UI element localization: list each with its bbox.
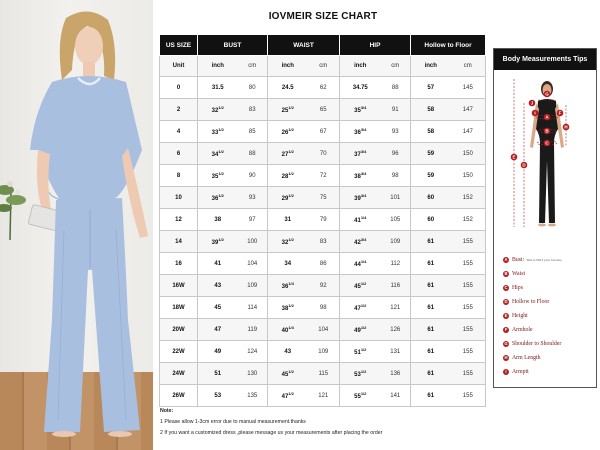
bust-cm-cell: 85 — [238, 121, 268, 143]
hip-inch-cell-fraction: 3/4 — [360, 193, 367, 198]
tip-item — [503, 267, 562, 281]
tip-item — [503, 253, 562, 267]
hip-inch-cell — [340, 231, 381, 253]
bust-cm-cell: 109 — [238, 275, 268, 297]
waist-cm-cell: 92 — [308, 275, 340, 297]
hip-inch-cell — [340, 77, 381, 99]
waist-inch-cell-whole: 25 — [281, 108, 289, 114]
table-row — [160, 385, 486, 407]
hollow-inch-cell: 61 — [411, 253, 451, 275]
hollow-inch-cell: 60 — [411, 187, 451, 209]
hip-cm-cell: 121 — [381, 297, 411, 319]
waist-cm-cell: 115 — [308, 363, 340, 385]
bust-cm-cell: 93 — [238, 187, 268, 209]
hip-inch-cell-whole: 38 — [354, 174, 361, 180]
waist-inch-cell — [268, 341, 308, 363]
waist-inch-cell — [268, 143, 308, 165]
tip-letter-badge: H — [504, 355, 508, 360]
waist-cm-cell: 70 — [308, 143, 340, 165]
waist-inch-cell-fraction: 1/2 — [288, 105, 294, 110]
table-header-row — [160, 35, 486, 56]
tip-letter-badge: E — [504, 313, 508, 318]
hip-inch-cell-fraction: 1/2 — [360, 303, 367, 308]
hip-inch-cell — [340, 121, 381, 143]
bust-inch-cell-fraction: 1/2 — [218, 149, 224, 154]
hollow-inch-cell: 61 — [411, 363, 451, 385]
bust-cm-cell: 104 — [238, 253, 268, 275]
unit-cm: cm — [308, 56, 340, 77]
hip-cm-cell: 93 — [381, 121, 411, 143]
tip-letter-badge: I — [503, 369, 509, 375]
bust-inch-cell-fraction: 1/2 — [218, 127, 224, 132]
figure-letter: G — [545, 91, 549, 97]
waist-inch-cell — [268, 165, 308, 187]
hip-cm-cell: 96 — [381, 143, 411, 165]
table-row — [160, 253, 486, 275]
bust-inch-cell-whole: 45 — [214, 304, 222, 311]
hip-inch-cell-whole: 45 — [354, 284, 361, 290]
waist-cm-cell: 79 — [308, 209, 340, 231]
waist-inch-cell-fraction: 1/2 — [288, 193, 294, 198]
hip-inch-cell — [340, 187, 381, 209]
hollow-cm-cell: 145 — [451, 77, 486, 99]
tip-item — [503, 365, 562, 379]
hollow-cm-cell: 155 — [451, 319, 486, 341]
hollow-cm-cell: 150 — [451, 165, 486, 187]
tip-label: Armpit — [512, 369, 529, 375]
hip-cm-cell: 88 — [381, 77, 411, 99]
table-row — [160, 341, 486, 363]
hip-inch-cell — [340, 99, 381, 121]
unit-cm: cm — [238, 56, 268, 77]
waist-inch-cell — [268, 77, 308, 99]
bust-cm-cell: 135 — [238, 385, 268, 407]
size-cell: 6 — [160, 143, 198, 165]
waist-inch-cell — [268, 231, 308, 253]
model-figure — [0, 0, 153, 450]
waist-cm-cell: 121 — [308, 385, 340, 407]
bust-cm-cell: 100 — [238, 231, 268, 253]
size-cell: 16W — [160, 275, 198, 297]
waist-inch-cell-whole: 34 — [284, 260, 292, 267]
bust-cm-cell: 90 — [238, 165, 268, 187]
waist-cm-cell: 62 — [308, 77, 340, 99]
waist-inch-cell-whole: 47 — [281, 394, 289, 400]
waist-cm-cell: 67 — [308, 121, 340, 143]
hip-inch-cell — [340, 319, 381, 341]
table-row — [160, 363, 486, 385]
waist-inch-cell — [268, 209, 308, 231]
table-row — [160, 275, 486, 297]
tip-label: Hollow to Floor — [512, 299, 550, 305]
waist-inch-cell — [268, 297, 308, 319]
hip-inch-cell — [340, 341, 381, 363]
bust-inch-cell-whole: 51 — [214, 370, 222, 377]
unit-cm: cm — [451, 56, 486, 77]
waist-inch-cell — [268, 253, 308, 275]
bust-inch-cell-fraction: 1/2 — [218, 193, 224, 198]
hollow-inch-cell: 57 — [411, 77, 451, 99]
bust-inch-cell-fraction: 1/2 — [218, 105, 224, 110]
bust-inch-cell-whole: 35 — [211, 174, 219, 180]
bust-inch-cell — [198, 253, 238, 275]
hip-inch-cell — [340, 165, 381, 187]
note-heading: Note: — [160, 408, 174, 414]
hip-inch-cell-whole: 35 — [354, 108, 361, 114]
hollow-cm-cell: 155 — [451, 385, 486, 407]
hip-inch-cell-whole: 53 — [354, 372, 361, 378]
bust-inch-cell-whole: 43 — [214, 282, 222, 289]
tip-letter-badge: D — [504, 299, 508, 304]
hip-inch-cell-whole: 39 — [354, 196, 361, 202]
waist-cm-cell: 75 — [308, 187, 340, 209]
waist-inch-cell-fraction: 1/2 — [288, 369, 294, 374]
tip-label: Armhole — [512, 327, 533, 333]
size-cell: 10 — [160, 187, 198, 209]
bust-inch-cell — [198, 341, 238, 363]
bust-inch-cell-whole: 36 — [211, 196, 219, 202]
tip-label: Arm Length — [512, 355, 541, 361]
hip-cm-cell: 131 — [381, 341, 411, 363]
body-measurements-tips — [493, 48, 597, 388]
waist-inch-cell-whole: 32 — [281, 240, 289, 246]
column-header-us-size: US SIZE — [160, 35, 198, 56]
size-cell: 4 — [160, 121, 198, 143]
hip-inch-cell-fraction: 1/4 — [360, 215, 367, 220]
bust-inch-cell-whole: 49 — [214, 348, 222, 355]
bust-inch-cell-whole: 32 — [211, 108, 219, 114]
waist-cm-cell: 72 — [308, 165, 340, 187]
hip-cm-cell: 105 — [381, 209, 411, 231]
table-row — [160, 99, 486, 121]
bust-inch-cell — [198, 297, 238, 319]
tip-letter-badge: B — [504, 271, 508, 276]
tips-header: Body Measurements Tips — [494, 49, 596, 70]
hip-inch-cell-fraction: 3/4 — [360, 127, 367, 132]
hip-inch-cell-whole: 34.75 — [352, 84, 368, 91]
waist-inch-cell-fraction: 1/2 — [288, 149, 294, 154]
figure-letter: I — [534, 110, 536, 116]
note-line-1: 1 Please allow 1-3cm error due to manual measurement.thanks — [160, 419, 306, 425]
bust-inch-cell-whole: 34 — [211, 152, 219, 158]
bust-inch-cell — [198, 77, 238, 99]
table-row — [160, 297, 486, 319]
column-header-hip: HIP — [340, 35, 411, 56]
hollow-cm-cell: 147 — [451, 121, 486, 143]
waist-inch-cell — [268, 187, 308, 209]
hip-inch-cell — [340, 275, 381, 297]
waist-inch-cell — [268, 363, 308, 385]
tip-label: Hips — [512, 285, 523, 291]
unit-inch: inch — [268, 56, 308, 77]
table-row — [160, 165, 486, 187]
hollow-cm-cell: 147 — [451, 99, 486, 121]
tip-item — [503, 281, 562, 295]
hollow-inch-cell: 60 — [411, 209, 451, 231]
hip-inch-cell — [340, 209, 381, 231]
figure-letter: D — [522, 162, 526, 168]
waist-inch-cell-whole: 31 — [284, 216, 292, 223]
hollow-cm-cell: 152 — [451, 187, 486, 209]
bust-cm-cell: 97 — [238, 209, 268, 231]
hollow-inch-cell: 61 — [411, 319, 451, 341]
tip-note: This is NOT your bra size — [526, 258, 562, 262]
hip-cm-cell: 91 — [381, 99, 411, 121]
hollow-inch-cell: 61 — [411, 341, 451, 363]
waist-inch-cell-whole: 40 — [281, 328, 289, 334]
hollow-cm-cell: 150 — [451, 143, 486, 165]
hollow-cm-cell: 155 — [451, 341, 486, 363]
figure-letter: J — [530, 100, 534, 106]
hip-inch-cell-whole: 49 — [354, 328, 361, 334]
waist-cm-cell: 83 — [308, 231, 340, 253]
waist-inch-cell-fraction: 1/2 — [288, 127, 294, 132]
hip-inch-cell-fraction: 1/4 — [360, 259, 367, 264]
hip-cm-cell: 98 — [381, 165, 411, 187]
hip-inch-cell-whole: 42 — [354, 240, 361, 246]
waist-inch-cell-whole: 36 — [281, 284, 289, 290]
hip-inch-cell — [340, 385, 381, 407]
bust-inch-cell — [198, 165, 238, 187]
bust-cm-cell: 80 — [238, 77, 268, 99]
bust-inch-cell — [198, 99, 238, 121]
size-cell: 8 — [160, 165, 198, 187]
hip-cm-cell: 116 — [381, 275, 411, 297]
size-cell: 0 — [160, 77, 198, 99]
column-header-hollow-to-floor: Hollow to Floor — [411, 35, 486, 56]
size-chart-table — [159, 34, 486, 407]
tip-letter-badge: G — [504, 341, 508, 346]
table-row — [160, 319, 486, 341]
waist-inch-cell-whole: 26 — [281, 130, 289, 136]
hip-cm-cell: 141 — [381, 385, 411, 407]
hip-inch-cell-fraction: 1/2 — [360, 347, 367, 352]
size-cell: 24W — [160, 363, 198, 385]
bust-inch-cell — [198, 363, 238, 385]
bust-cm-cell: 88 — [238, 143, 268, 165]
waist-inch-cell-fraction: 1/2 — [288, 237, 294, 242]
bust-inch-cell — [198, 121, 238, 143]
bust-inch-cell-fraction: 1/2 — [218, 237, 224, 242]
tip-label: Height — [512, 313, 528, 319]
bust-inch-cell — [198, 143, 238, 165]
figure-letter: F — [558, 110, 562, 116]
size-cell: 16 — [160, 253, 198, 275]
hip-inch-cell-fraction: 1/2 — [360, 325, 367, 330]
waist-inch-cell-fraction: 1/2 — [288, 171, 294, 176]
bust-inch-cell-whole: 31.5 — [211, 84, 224, 91]
tip-item — [503, 295, 562, 309]
bust-inch-cell — [198, 209, 238, 231]
waist-cm-cell: 65 — [308, 99, 340, 121]
table-row — [160, 231, 486, 253]
waist-inch-cell-fraction: 1/4 — [288, 281, 294, 286]
hip-inch-cell-whole: 44 — [354, 262, 361, 268]
waist-inch-cell — [268, 99, 308, 121]
hollow-cm-cell: 155 — [451, 297, 486, 319]
waist-cm-cell: 109 — [308, 341, 340, 363]
hip-cm-cell: 112 — [381, 253, 411, 275]
bust-inch-cell — [198, 319, 238, 341]
tip-item — [503, 309, 562, 323]
bust-inch-cell-whole: 33 — [211, 130, 219, 136]
hollow-cm-cell: 152 — [451, 209, 486, 231]
waist-inch-cell-fraction: 1/2 — [288, 391, 294, 396]
hollow-cm-cell: 155 — [451, 275, 486, 297]
tip-item — [503, 337, 562, 351]
hollow-inch-cell: 61 — [411, 275, 451, 297]
product-photo — [0, 0, 153, 450]
figure-letter: B — [545, 128, 549, 134]
bust-inch-cell-whole: 39 — [211, 240, 219, 246]
hip-inch-cell — [340, 363, 381, 385]
table-row — [160, 143, 486, 165]
hip-inch-cell-fraction: 1/2 — [360, 369, 367, 374]
waist-inch-cell-fraction: 1/4 — [288, 325, 294, 330]
tip-letter-badge: F — [504, 327, 508, 332]
hip-inch-cell-whole: 36 — [354, 130, 361, 136]
hollow-inch-cell: 58 — [411, 121, 451, 143]
note-line-2: 2 If you want a customized dress ,please message us your measurements after placing the order — [160, 430, 383, 436]
hollow-cm-cell: 155 — [451, 253, 486, 275]
bust-inch-cell — [198, 275, 238, 297]
unit-row — [160, 56, 486, 77]
hip-inch-cell-whole: 51 — [354, 350, 361, 356]
tip-letter-badge: C — [504, 285, 508, 290]
waist-inch-cell — [268, 121, 308, 143]
table-row — [160, 187, 486, 209]
bust-inch-cell — [198, 231, 238, 253]
bust-inch-cell — [198, 187, 238, 209]
waist-inch-cell-whole: 24.5 — [281, 84, 294, 91]
bust-inch-cell-whole: 41 — [214, 260, 222, 267]
figure-letter: E — [512, 154, 516, 160]
hollow-cm-cell: 155 — [451, 231, 486, 253]
hip-inch-cell-fraction: 1/2 — [360, 281, 367, 286]
tip-letter-badge: A — [504, 257, 508, 262]
tip-label: Waist — [512, 271, 526, 277]
bust-cm-cell: 114 — [238, 297, 268, 319]
unit-inch: inch — [340, 56, 381, 77]
waist-inch-cell-whole: 28 — [281, 174, 289, 180]
hollow-inch-cell: 61 — [411, 297, 451, 319]
hollow-inch-cell: 59 — [411, 143, 451, 165]
figure-letter: A — [545, 114, 549, 120]
tip-label: Bust: — [512, 257, 525, 263]
size-cell: 2 — [160, 99, 198, 121]
bust-cm-cell: 124 — [238, 341, 268, 363]
hip-cm-cell: 101 — [381, 187, 411, 209]
size-cell: 18W — [160, 297, 198, 319]
hip-inch-cell-fraction: 1/2 — [360, 391, 367, 396]
hip-inch-cell-fraction: 3/4 — [360, 171, 367, 176]
bust-cm-cell: 83 — [238, 99, 268, 121]
waist-inch-cell-whole: 29 — [281, 196, 289, 202]
bust-inch-cell-whole: 38 — [214, 216, 222, 223]
waist-inch-cell-whole: 45 — [281, 372, 289, 378]
waist-inch-cell — [268, 319, 308, 341]
hip-cm-cell: 109 — [381, 231, 411, 253]
waist-inch-cell-whole: 38 — [281, 306, 289, 312]
hip-inch-cell-fraction: 3/4 — [360, 149, 367, 154]
waist-inch-cell-whole: 27 — [281, 152, 289, 158]
unit-inch: inch — [198, 56, 238, 77]
hip-inch-cell-fraction: 3/4 — [360, 105, 367, 110]
hollow-inch-cell: 59 — [411, 165, 451, 187]
unit-label: Unit — [160, 56, 198, 77]
waist-inch-cell-fraction: 1/2 — [288, 303, 294, 308]
size-cell: 20W — [160, 319, 198, 341]
figure-letter: C — [545, 140, 549, 146]
hip-inch-cell-whole: 55 — [354, 394, 361, 400]
hip-inch-cell — [340, 297, 381, 319]
unit-inch: inch — [411, 56, 451, 77]
hollow-cm-cell: 155 — [451, 363, 486, 385]
tip-item — [503, 323, 562, 337]
hip-inch-cell — [340, 253, 381, 275]
waist-inch-cell — [268, 385, 308, 407]
size-cell: 14 — [160, 231, 198, 253]
measurement-figure — [494, 73, 596, 249]
size-cell: 26W — [160, 385, 198, 407]
table-row — [160, 77, 486, 99]
hip-inch-cell-fraction: 3/4 — [360, 237, 367, 242]
table-row — [160, 121, 486, 143]
size-cell: 12 — [160, 209, 198, 231]
waist-cm-cell: 104 — [308, 319, 340, 341]
hip-inch-cell-whole: 47 — [354, 306, 361, 312]
column-header-bust: BUST — [198, 35, 268, 56]
table-body — [160, 56, 486, 407]
column-header-waist: WAIST — [268, 35, 340, 56]
hollow-inch-cell: 61 — [411, 385, 451, 407]
chart-title: IOVMEIR SIZE CHART — [268, 11, 378, 22]
figure-letter: H — [564, 124, 568, 130]
hip-cm-cell: 136 — [381, 363, 411, 385]
unit-cm: cm — [381, 56, 411, 77]
hollow-inch-cell: 61 — [411, 231, 451, 253]
tips-list — [503, 253, 562, 379]
bust-cm-cell: 119 — [238, 319, 268, 341]
bust-inch-cell-whole: 53 — [214, 392, 222, 399]
hip-inch-cell-whole: 37 — [354, 152, 361, 158]
bust-inch-cell-fraction: 1/2 — [218, 171, 224, 176]
waist-inch-cell — [268, 275, 308, 297]
hip-inch-cell — [340, 143, 381, 165]
hip-cm-cell: 126 — [381, 319, 411, 341]
size-cell: 22W — [160, 341, 198, 363]
tip-label: Shoulder to Shoulder — [512, 341, 562, 347]
waist-inch-cell-whole: 43 — [284, 348, 292, 355]
bust-inch-cell — [198, 385, 238, 407]
table-row — [160, 209, 486, 231]
hollow-inch-cell: 58 — [411, 99, 451, 121]
waist-cm-cell: 98 — [308, 297, 340, 319]
hip-inch-cell-whole: 41 — [354, 218, 361, 224]
waist-cm-cell: 86 — [308, 253, 340, 275]
bust-cm-cell: 130 — [238, 363, 268, 385]
bust-inch-cell-whole: 47 — [214, 326, 222, 333]
tip-item — [503, 351, 562, 365]
